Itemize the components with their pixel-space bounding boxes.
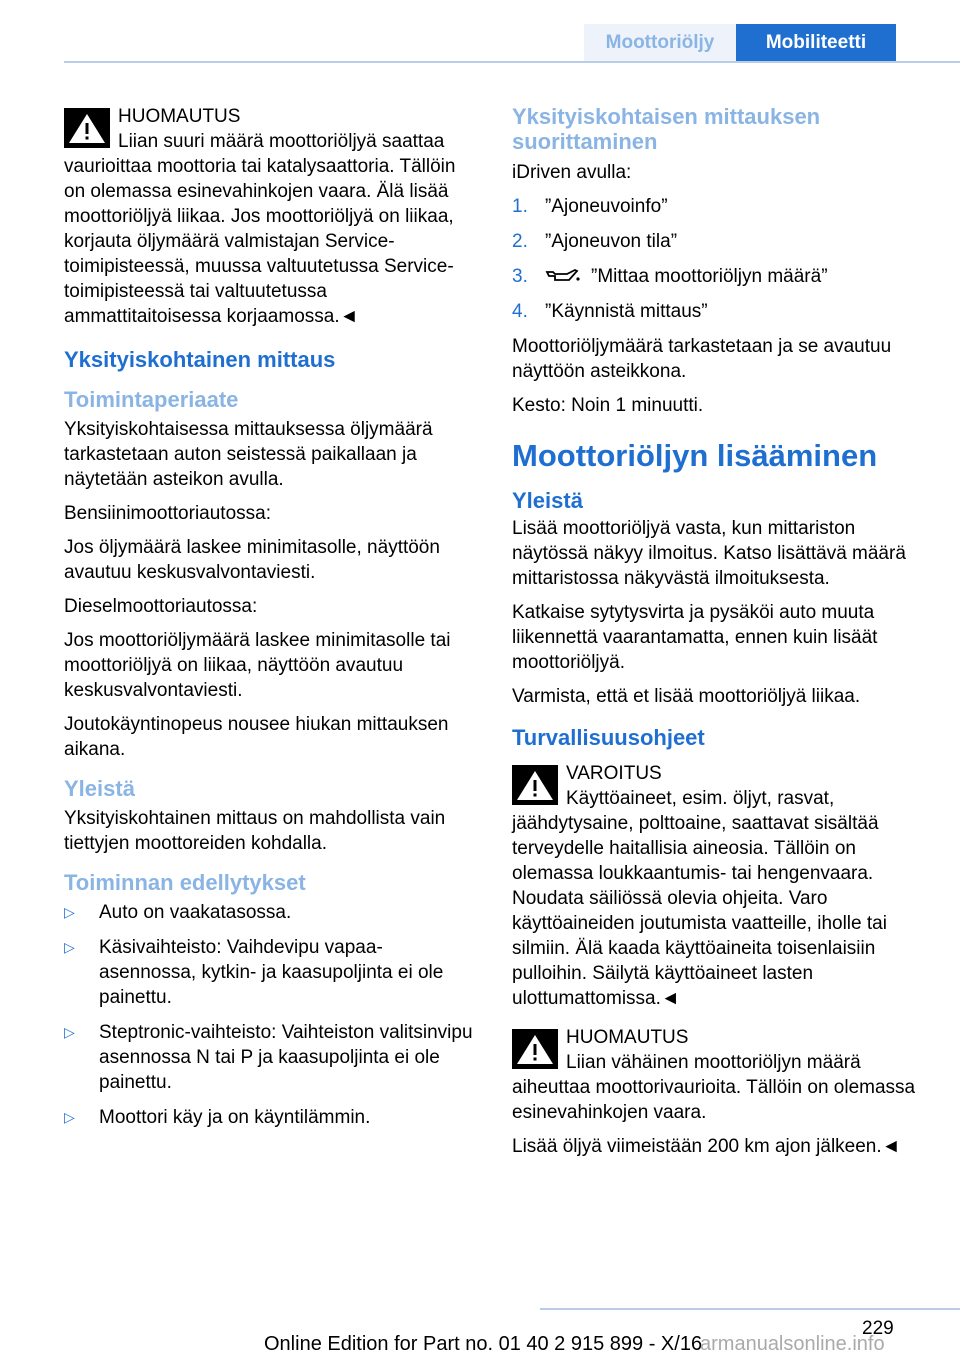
paragraph: Varmista, että et lisää moottoriöljyä liikaa. <box>512 686 861 707</box>
step-number: 3. <box>512 266 528 287</box>
notice-box <box>64 104 478 329</box>
notice-title: HUOMAUTUS <box>566 1027 689 1048</box>
paragraph: Moottoriöljymäärä tarkastetaan ja se avautuu näyttöön asteikkona. <box>512 336 892 382</box>
edition-text: Online Edition for Part no. 01 40 2 915 899 - X/16 <box>264 1333 703 1355</box>
heading-perform-measurement: Yksityiskohtaisen mittauksen suorittaminen <box>512 104 821 154</box>
paragraph: Yksityiskohtaisessa mittauksessa öljymäärä tarkastetaan auton seistessä paikallaan ja näytetään asteikon avulla. <box>64 419 433 490</box>
warning-icon <box>512 1029 558 1069</box>
list-item <box>512 229 930 254</box>
list-item <box>64 900 478 925</box>
list-item-text: Auto on vaakatasossa. <box>99 902 292 923</box>
paragraph: Jos moottoriöljymäärä laskee minimitasolle tai moottoriöljyä on liikaa, näyttöön avautuu keskusvalvontaviesti. <box>64 630 451 701</box>
section-tab: Moottoriöljy <box>584 24 736 62</box>
heading-adding-oil: Moottoriöljyn lisääminen <box>512 438 878 473</box>
heading-safety: Turvallisuusohjeet <box>512 725 705 750</box>
list-item <box>64 935 478 1010</box>
subheading-general: Yleistä <box>64 776 135 801</box>
list-item-text: Steptronic-vaihteisto: Vaihteiston valitsinvipu asennossa N tai P ja kaasupoljinta ei ole painettu. <box>99 1022 473 1093</box>
header-tabs <box>584 24 896 62</box>
footer-rule <box>540 1308 960 1310</box>
step-number: 1. <box>512 196 528 217</box>
left-column <box>64 104 478 1140</box>
heading-detailed-measurement: Yksityiskohtainen mittaus <box>64 347 336 372</box>
paragraph: Kesto: Noin 1 minuutti. <box>512 395 704 416</box>
triangle-bullet-icon: ▷ <box>64 939 75 955</box>
step-text: ”Ajoneuvon tila” <box>545 231 678 252</box>
step-text: ”Mittaa moottoriöljyn määrä” <box>591 266 828 287</box>
warning-title: VAROITUS <box>566 763 662 784</box>
chapter-tab: Mobiliteetti <box>736 24 896 62</box>
triangle-bullet-icon: ▷ <box>64 1109 75 1125</box>
warning-icon <box>512 765 558 805</box>
triangle-bullet-icon: ▷ <box>64 904 75 920</box>
oil-can-icon <box>545 268 581 284</box>
paragraph: iDriven avulla: <box>512 162 632 183</box>
step-number: 4. <box>512 301 528 322</box>
warning-icon <box>64 108 110 148</box>
watermark: armanualsonline.info <box>700 1333 885 1355</box>
warning-box <box>512 761 930 1011</box>
subheading-conditions: Toiminnan edellytykset <box>64 870 306 895</box>
page-number: 229 <box>862 1318 894 1339</box>
footer <box>0 1332 960 1362</box>
list-item <box>64 1105 478 1130</box>
list-item <box>512 264 930 289</box>
steps-list <box>512 194 930 324</box>
paragraph: Lisää moottoriöljyä vasta, kun mittariston näytössä näkyy ilmoitus. Katso lisättävä määrä mittaristossa näkyvästä ilmoituksesta. <box>512 518 906 589</box>
notice-text: Liian suuri määrä moottoriöljyä saattaa vaurioittaa moottoria tai katalysaattoria. Tällöin on olemassa esinevahinkojen vaara. Älä lisää moottoriöljyä liikaa. Jos moottoriöljyä on liikaa, korjauta öljymäärä valmistajan Service-toimipisteessä, muussa valtuutetussa Service-toimipisteessä tai valtuutetussa ammattitaitoisessa korjaamossa.◄ <box>64 131 456 327</box>
step-text: ”Käynnistä mittaus” <box>545 301 708 322</box>
paragraph: Lisää öljyä viimeistään 200 km ajon jälkeen.◄ <box>512 1136 901 1157</box>
paragraph: Jos öljymäärä laskee minimitasolle, näyttöön avautuu keskusvalvontaviesti. <box>64 537 440 583</box>
conditions-list <box>64 900 478 1130</box>
subheading-principle: Toimintaperiaate <box>64 387 239 412</box>
warning-text: Käyttöaineet, esim. öljyt, rasvat, jäähdytysaine, polttoaine, saattavat sisältää terveydelle haitallisia aineosia. Tällöin on olemassa loukkaantumis- tai hengenvaara. Noudata säiliössä olevia ohjeita. Varo käyttöaineiden joutumista vaatteille, iholle tai silmiin. Älä kaada käyttöaineita toisenlaisiin pulloihin. Säilytä käyttöaineet lasten ulottumattomissa.◄ <box>512 788 887 1009</box>
step-number: 2. <box>512 231 528 252</box>
subheading-general: Yleistä <box>512 488 583 513</box>
list-item-text: Moottori käy ja on käyntilämmin. <box>99 1107 371 1128</box>
list-item <box>512 299 930 324</box>
header-rule <box>64 61 960 63</box>
paragraph: Yksityiskohtainen mittaus on mahdollista vain tiettyjen moottoreiden kohdalla. <box>64 808 446 854</box>
notice-title: HUOMAUTUS <box>118 106 241 127</box>
list-item <box>64 1020 478 1095</box>
right-column <box>512 104 930 1168</box>
list-item <box>512 194 930 219</box>
step-text: ”Ajoneuvoinfo” <box>545 196 668 217</box>
list-item-text: Käsivaihteisto: Vaihdevipu vapaa-asennossa, kytkin- ja kaasupoljinta ei ole painettu. <box>99 937 444 1008</box>
paragraph: Bensiinimoottoriautossa: <box>64 503 271 524</box>
notice-text: Liian vähäinen moottoriöljyn määrä aiheuttaa moottorivaurioita. Tällöin on olemassa esinevahinkojen vaara. <box>512 1052 916 1123</box>
paragraph: Katkaise sytytysvirta ja pysäköi auto muuta liikennettä vaarantamatta, ennen kuin lisäät moottoriöljyä. <box>512 602 878 673</box>
triangle-bullet-icon: ▷ <box>64 1024 75 1040</box>
paragraph: Joutokäyntinopeus nousee hiukan mittauksen aikana. <box>64 714 449 760</box>
paragraph: Dieselmoottoriautossa: <box>64 596 258 617</box>
notice-box <box>512 1025 930 1125</box>
